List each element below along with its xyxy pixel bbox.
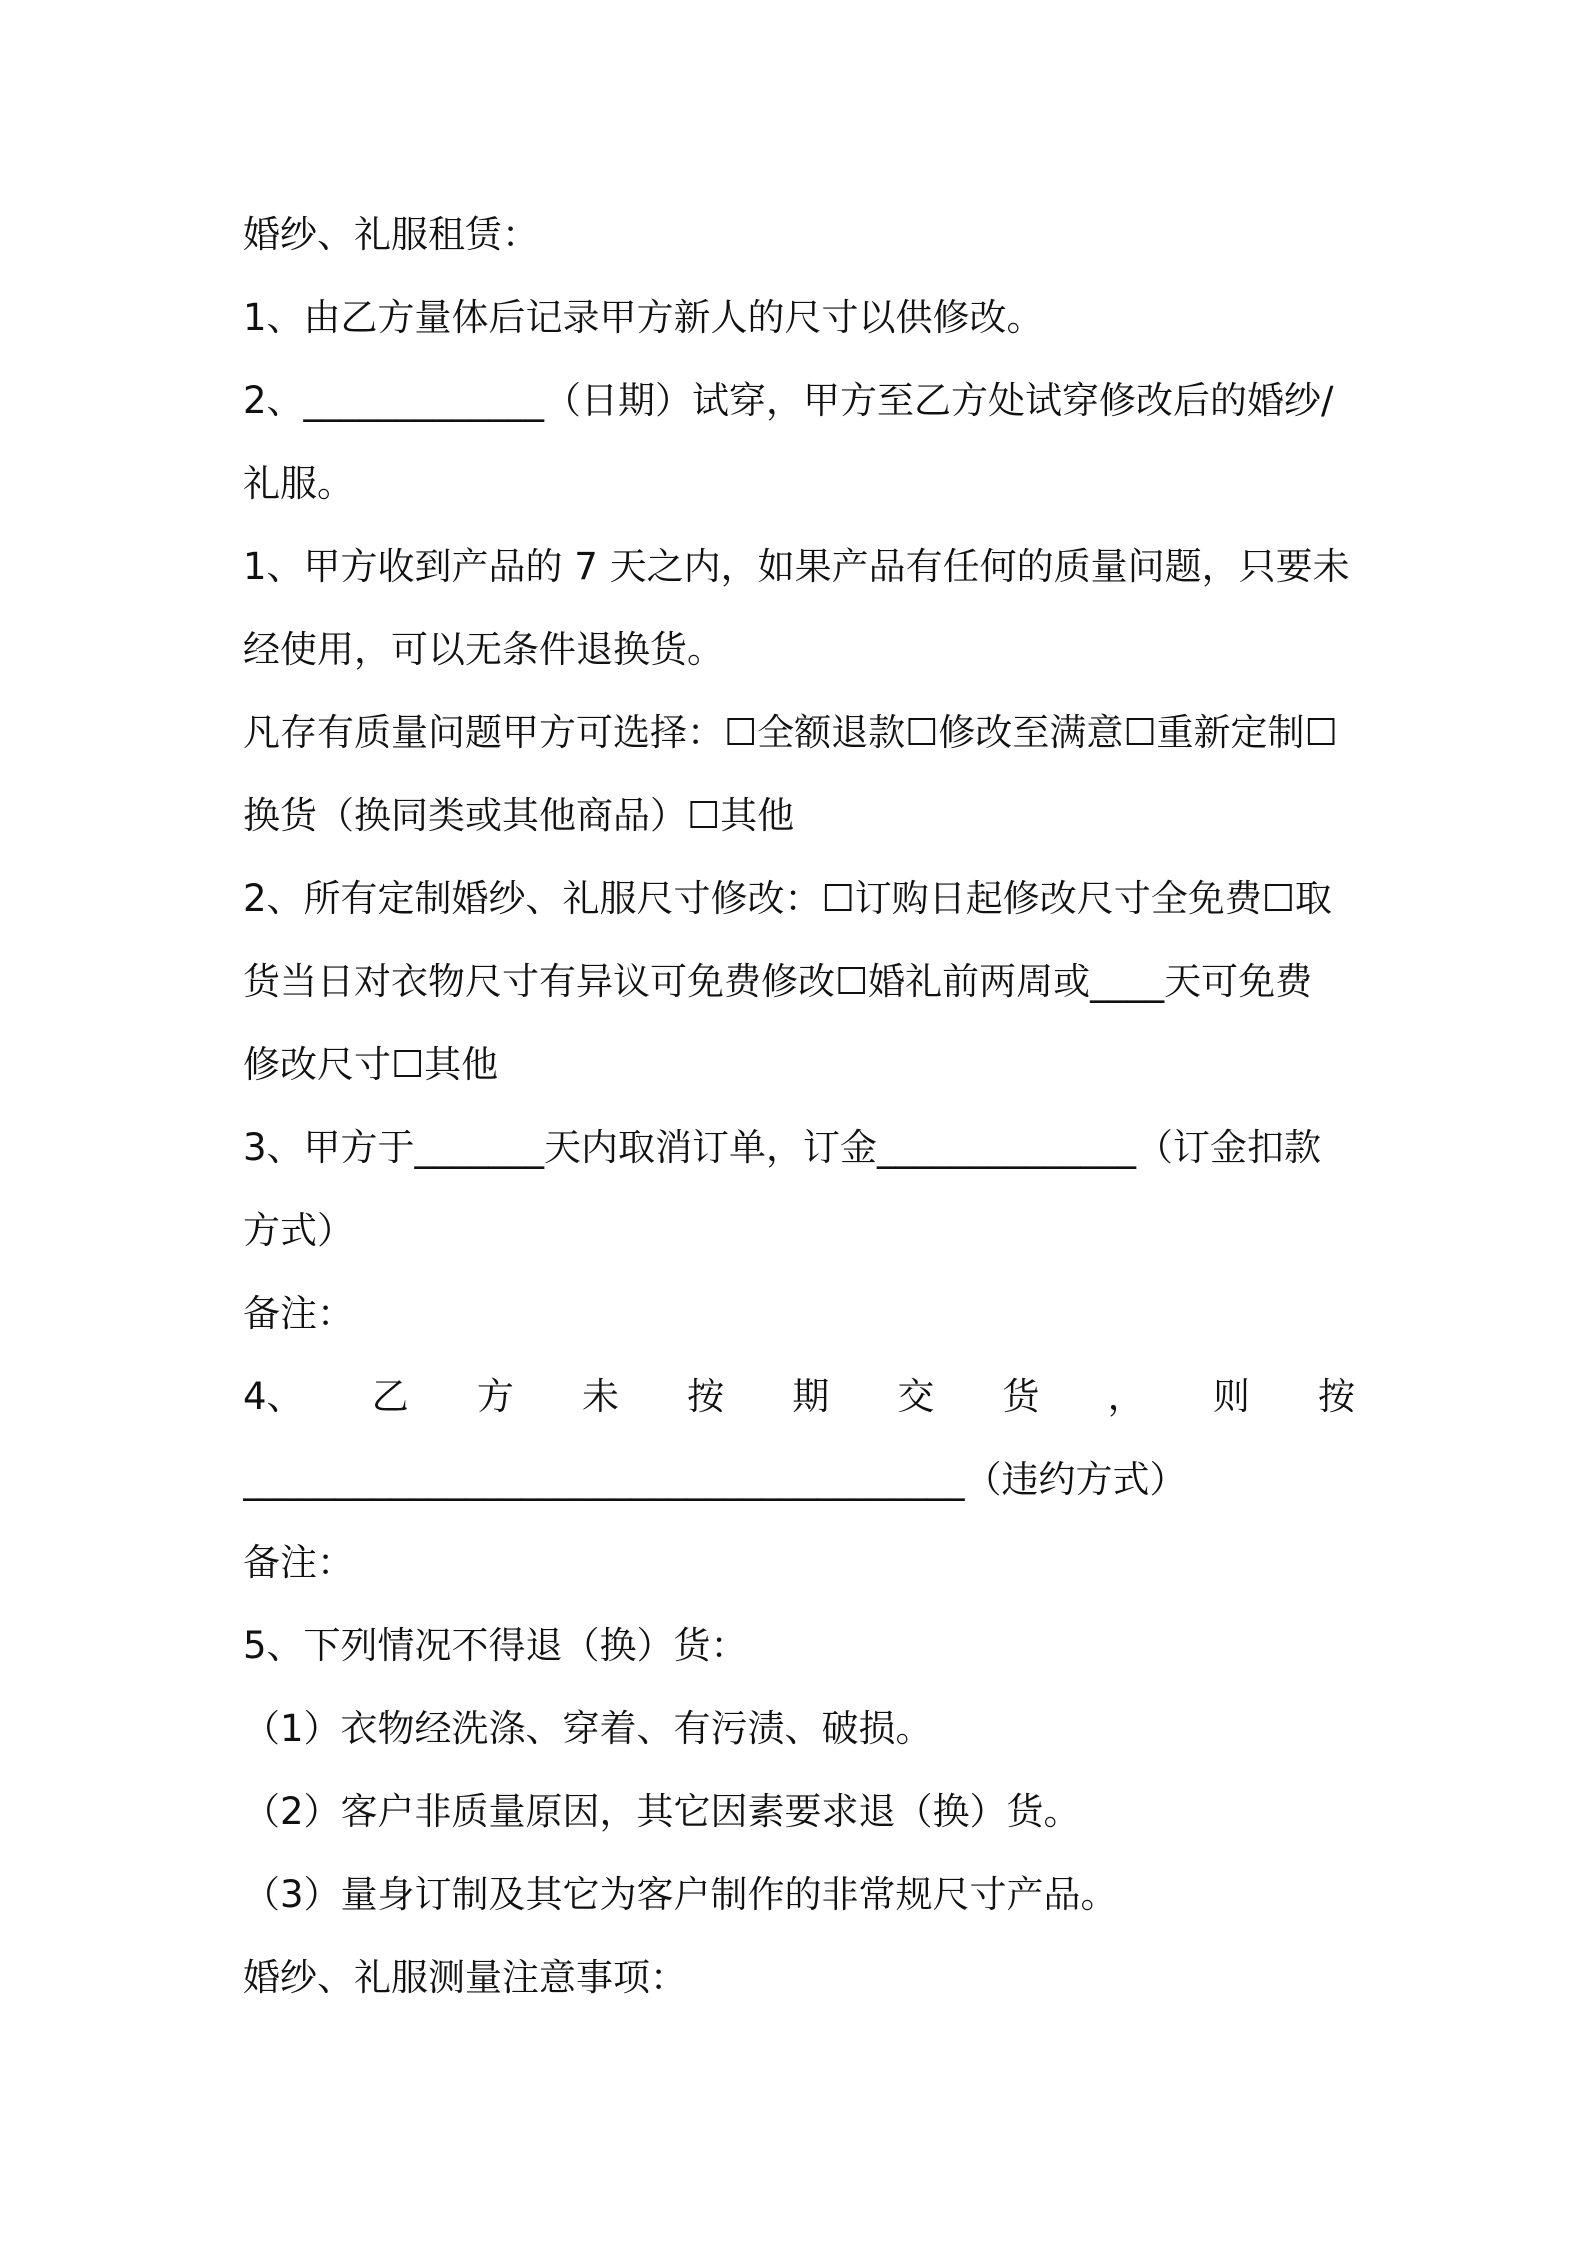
spread-char: ， — [1107, 1375, 1145, 1418]
clause-line: 经使用，可以无条件退换货。 — [243, 628, 724, 671]
clause-line: 2、_____________（日期）试穿，甲方至乙方处试穿修改后的婚纱/ — [243, 379, 1334, 422]
clause-line: 礼服。 — [243, 462, 354, 505]
spread-char: 4、 — [243, 1375, 304, 1418]
spread-char: 按 — [1317, 1375, 1355, 1418]
spread-char: 交 — [897, 1375, 935, 1418]
spread-char: 按 — [687, 1375, 725, 1418]
clause-line: 1、由乙方量体后记录甲方新人的尺寸以供修改。 — [243, 296, 1044, 339]
list-item: （1）衣物经洗涤、穿着、有污渍、破损。 — [243, 1707, 933, 1750]
spread-char: 则 — [1212, 1375, 1250, 1418]
clause-line-justified — [243, 1372, 1355, 1422]
clause-line: _______________________________________（违约方式） — [243, 1458, 1187, 1501]
clause-line: 修改尺寸☐其他 — [243, 1043, 499, 1086]
spread-char: 未 — [581, 1375, 619, 1418]
clause-line: 方式） — [243, 1209, 354, 1252]
spread-char: 期 — [792, 1375, 830, 1418]
clause-line: 5、下列情况不得退（换）货： — [243, 1624, 748, 1667]
remark-label: 备注： — [243, 1541, 354, 1584]
list-item: （2）客户非质量原因，其它因素要求退（换）货。 — [243, 1790, 1081, 1833]
spread-char: 货 — [1002, 1375, 1040, 1418]
remark-label: 备注： — [243, 1292, 354, 1335]
clause-line: 3、甲方于_______天内取消订单，订金______________（订金扣款 — [243, 1126, 1322, 1169]
options-line: 凡存有质量问题甲方可选择：☐全额退款☐修改至满意☐重新定制☐ — [243, 711, 1338, 754]
spread-char: 乙 — [371, 1375, 409, 1418]
clause-line: 2、所有定制婚纱、礼服尺寸修改：☐订购日起修改尺寸全免费☐取 — [243, 877, 1332, 920]
spread-char: 方 — [476, 1375, 514, 1418]
clause-line: 货当日对衣物尺寸有异议可免费修改☐婚礼前两周或____天可免费 — [243, 960, 1313, 1003]
options-line: 换货（换同类或其他商品）☐其他 — [243, 794, 795, 837]
section-heading-measurement: 婚纱、礼服测量注意事项： — [243, 1956, 687, 1999]
list-item: （3）量身订制及其它为客户制作的非常规尺寸产品。 — [243, 1873, 1118, 1916]
section-heading-rental: 婚纱、礼服租赁： — [243, 213, 539, 256]
clause-line: 1、甲方收到产品的 7 天之内，如果产品有任何的质量问题，只要未 — [243, 545, 1350, 588]
